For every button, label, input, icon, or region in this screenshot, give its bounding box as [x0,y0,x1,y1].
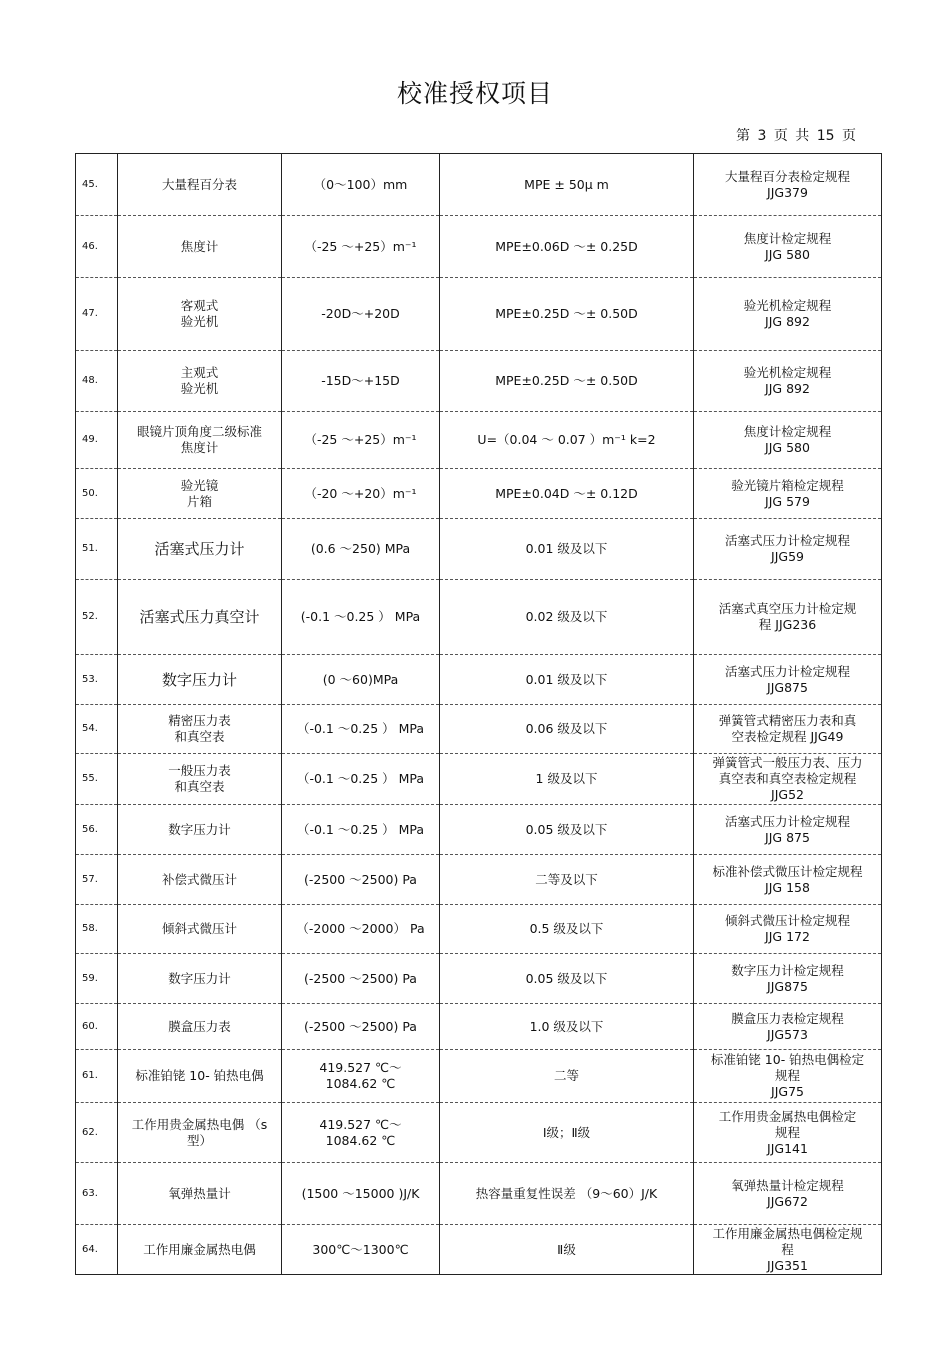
instrument-name: 客观式 验光机 [118,278,282,351]
calibration-spec: 活塞式压力计检定规程 JJG 875 [694,805,882,855]
calibration-spec: 氧弹热量计检定规程 JJG672 [694,1163,882,1225]
instrument-name: 工作用廉金属热电偶 [118,1225,282,1275]
calibration-spec: 活塞式压力计检定规程 JJG875 [694,655,882,705]
row-number: 47. [76,278,118,351]
calibration-spec: 工作用廉金属热电偶检定规 程 JJG351 [694,1225,882,1275]
row-number: 55. [76,754,118,805]
row-number: 56. [76,805,118,855]
measurement-range: （0～100）mm [282,154,440,216]
accuracy-grade: 0.5 级及以下 [440,905,694,954]
instrument-name: 膜盒压力表 [118,1004,282,1050]
calibration-spec: 标准铂铑 10- 铂热电偶检定 规程 JJG75 [694,1050,882,1103]
page-title: 校准授权项目 [396,79,553,108]
table-row [76,216,882,278]
accuracy-grade: 0.01 级及以下 [440,519,694,580]
accuracy-grade: 0.06 级及以下 [440,705,694,754]
row-number: 54. [76,705,118,754]
table-row [76,519,882,580]
row-number: 52. [76,580,118,655]
instrument-name: 活塞式压力真空计 [118,580,282,655]
instrument-name: 补偿式微压计 [118,855,282,905]
calibration-spec: 工作用贵金属热电偶检定 规程 JJG141 [694,1103,882,1163]
measurement-range: (1500 ～15000 )J/K [282,1163,440,1225]
accuracy-grade: MPE±0.06D ～± 0.25D [440,216,694,278]
row-number: 48. [76,351,118,412]
measurement-range: (0 ～60)MPa [282,655,440,705]
measurement-range: 419.527 ℃～ 1084.62 ℃ [282,1050,440,1103]
calibration-spec: 活塞式压力计检定规程 JJG59 [694,519,882,580]
measurement-range: （-25 ～+25）m⁻¹ [282,216,440,278]
table-row [76,154,882,216]
accuracy-grade: 0.05 级及以下 [440,954,694,1004]
instrument-name: 一般压力表 和真空表 [118,754,282,805]
row-number: 51. [76,519,118,580]
row-number: 45. [76,154,118,216]
measurement-range: (-2500 ～2500) Pa [282,1004,440,1050]
accuracy-grade: 1.0 级及以下 [440,1004,694,1050]
table-row [76,805,882,855]
row-number: 61. [76,1050,118,1103]
measurement-range: -15D～+15D [282,351,440,412]
table-row [76,954,882,1004]
accuracy-grade: MPE±0.04D ～± 0.12D [440,469,694,519]
table-row [76,1004,882,1050]
measurement-range: (0.6 ～250) MPa [282,519,440,580]
table-row [76,754,882,805]
accuracy-grade: 0.05 级及以下 [440,805,694,855]
table-row [76,705,882,754]
calibration-spec: 数字压力计检定规程 JJG875 [694,954,882,1004]
accuracy-grade: MPE±0.25D ～± 0.50D [440,278,694,351]
accuracy-grade: Ⅰ级；Ⅱ级 [440,1103,694,1163]
accuracy-grade: MPE ± 50μ m [440,154,694,216]
row-number: 62. [76,1103,118,1163]
measurement-range: （-0.1 ～0.25 ） MPa [282,805,440,855]
accuracy-grade: 二等 [440,1050,694,1103]
instrument-name: 数字压力计 [118,655,282,705]
accuracy-grade: Ⅱ级 [440,1225,694,1275]
measurement-range: -20D～+20D [282,278,440,351]
row-number: 63. [76,1163,118,1225]
table-row [76,1225,882,1275]
table-row [76,469,882,519]
calibration-spec: 弹簧管式一般压力表、压力 真空表和真空表检定规程 JJG52 [694,754,882,805]
table-row [76,1050,882,1103]
table-row [76,1163,882,1225]
table-row [76,351,882,412]
row-number: 53. [76,655,118,705]
accuracy-grade: 热容量重复性误差 （9～60）J/K [440,1163,694,1225]
table-row [76,905,882,954]
calibration-spec: 活塞式真空压力计检定规 程 JJG236 [694,580,882,655]
row-number: 46. [76,216,118,278]
instrument-name: 精密压力表 和真空表 [118,705,282,754]
instrument-name: 焦度计 [118,216,282,278]
row-number: 57. [76,855,118,905]
instrument-name: 大量程百分表 [118,154,282,216]
row-number: 60. [76,1004,118,1050]
table-row [76,278,882,351]
row-number: 59. [76,954,118,1004]
instrument-name: 工作用贵金属热电偶 （s 型） [118,1103,282,1163]
table-row [76,1103,882,1163]
instrument-name: 眼镜片顶角度二级标准 焦度计 [118,412,282,469]
table-row [76,412,882,469]
instrument-name: 标准铂铑 10- 铂热电偶 [118,1050,282,1103]
calibration-spec: 倾斜式微压计检定规程 JJG 172 [694,905,882,954]
measurement-range: (-2500 ～2500) Pa [282,855,440,905]
row-number: 64. [76,1225,118,1275]
instrument-name: 主观式 验光机 [118,351,282,412]
row-number: 49. [76,412,118,469]
measurement-range: 419.527 ℃～ 1084.62 ℃ [282,1103,440,1163]
calibration-spec: 验光机检定规程 JJG 892 [694,278,882,351]
page-number-info: 第 3 页 共 15 页 [736,128,856,144]
accuracy-grade: 二等及以下 [440,855,694,905]
instrument-name: 数字压力计 [118,805,282,855]
authorization-table [75,153,882,1275]
calibration-spec: 弹簧管式精密压力表和真 空表检定规程 JJG49 [694,705,882,754]
instrument-name: 氧弹热量计 [118,1163,282,1225]
table-row [76,580,882,655]
instrument-name: 验光镜 片箱 [118,469,282,519]
measurement-range: （-20 ～+20）m⁻¹ [282,469,440,519]
measurement-range: (-2500 ～2500) Pa [282,954,440,1004]
measurement-range: （-0.1 ～0.25 ） MPa [282,754,440,805]
calibration-spec: 焦度计检定规程 JJG 580 [694,412,882,469]
accuracy-grade: U=（0.04 ～ 0.07 ）m⁻¹ k=2 [440,412,694,469]
calibration-spec: 标准补偿式微压计检定规程 JJG 158 [694,855,882,905]
calibration-spec: 验光机检定规程 JJG 892 [694,351,882,412]
instrument-name: 数字压力计 [118,954,282,1004]
accuracy-grade: 0.02 级及以下 [440,580,694,655]
calibration-spec: 焦度计检定规程 JJG 580 [694,216,882,278]
instrument-name: 活塞式压力计 [118,519,282,580]
accuracy-grade: 1 级及以下 [440,754,694,805]
measurement-range: （-2000 ～2000） Pa [282,905,440,954]
measurement-range: （-25 ～+25）m⁻¹ [282,412,440,469]
calibration-spec: 膜盒压力表检定规程 JJG573 [694,1004,882,1050]
instrument-name: 倾斜式微压计 [118,905,282,954]
calibration-spec: 验光镜片箱检定规程 JJG 579 [694,469,882,519]
calibration-spec: 大量程百分表检定规程 JJG379 [694,154,882,216]
table-row [76,855,882,905]
accuracy-grade: 0.01 级及以下 [440,655,694,705]
table-row [76,655,882,705]
measurement-range: 300℃～1300℃ [282,1225,440,1275]
accuracy-grade: MPE±0.25D ～± 0.50D [440,351,694,412]
measurement-range: (-0.1 ～0.25 ） MPa [282,580,440,655]
row-number: 58. [76,905,118,954]
row-number: 50. [76,469,118,519]
measurement-range: （-0.1 ～0.25 ） MPa [282,705,440,754]
